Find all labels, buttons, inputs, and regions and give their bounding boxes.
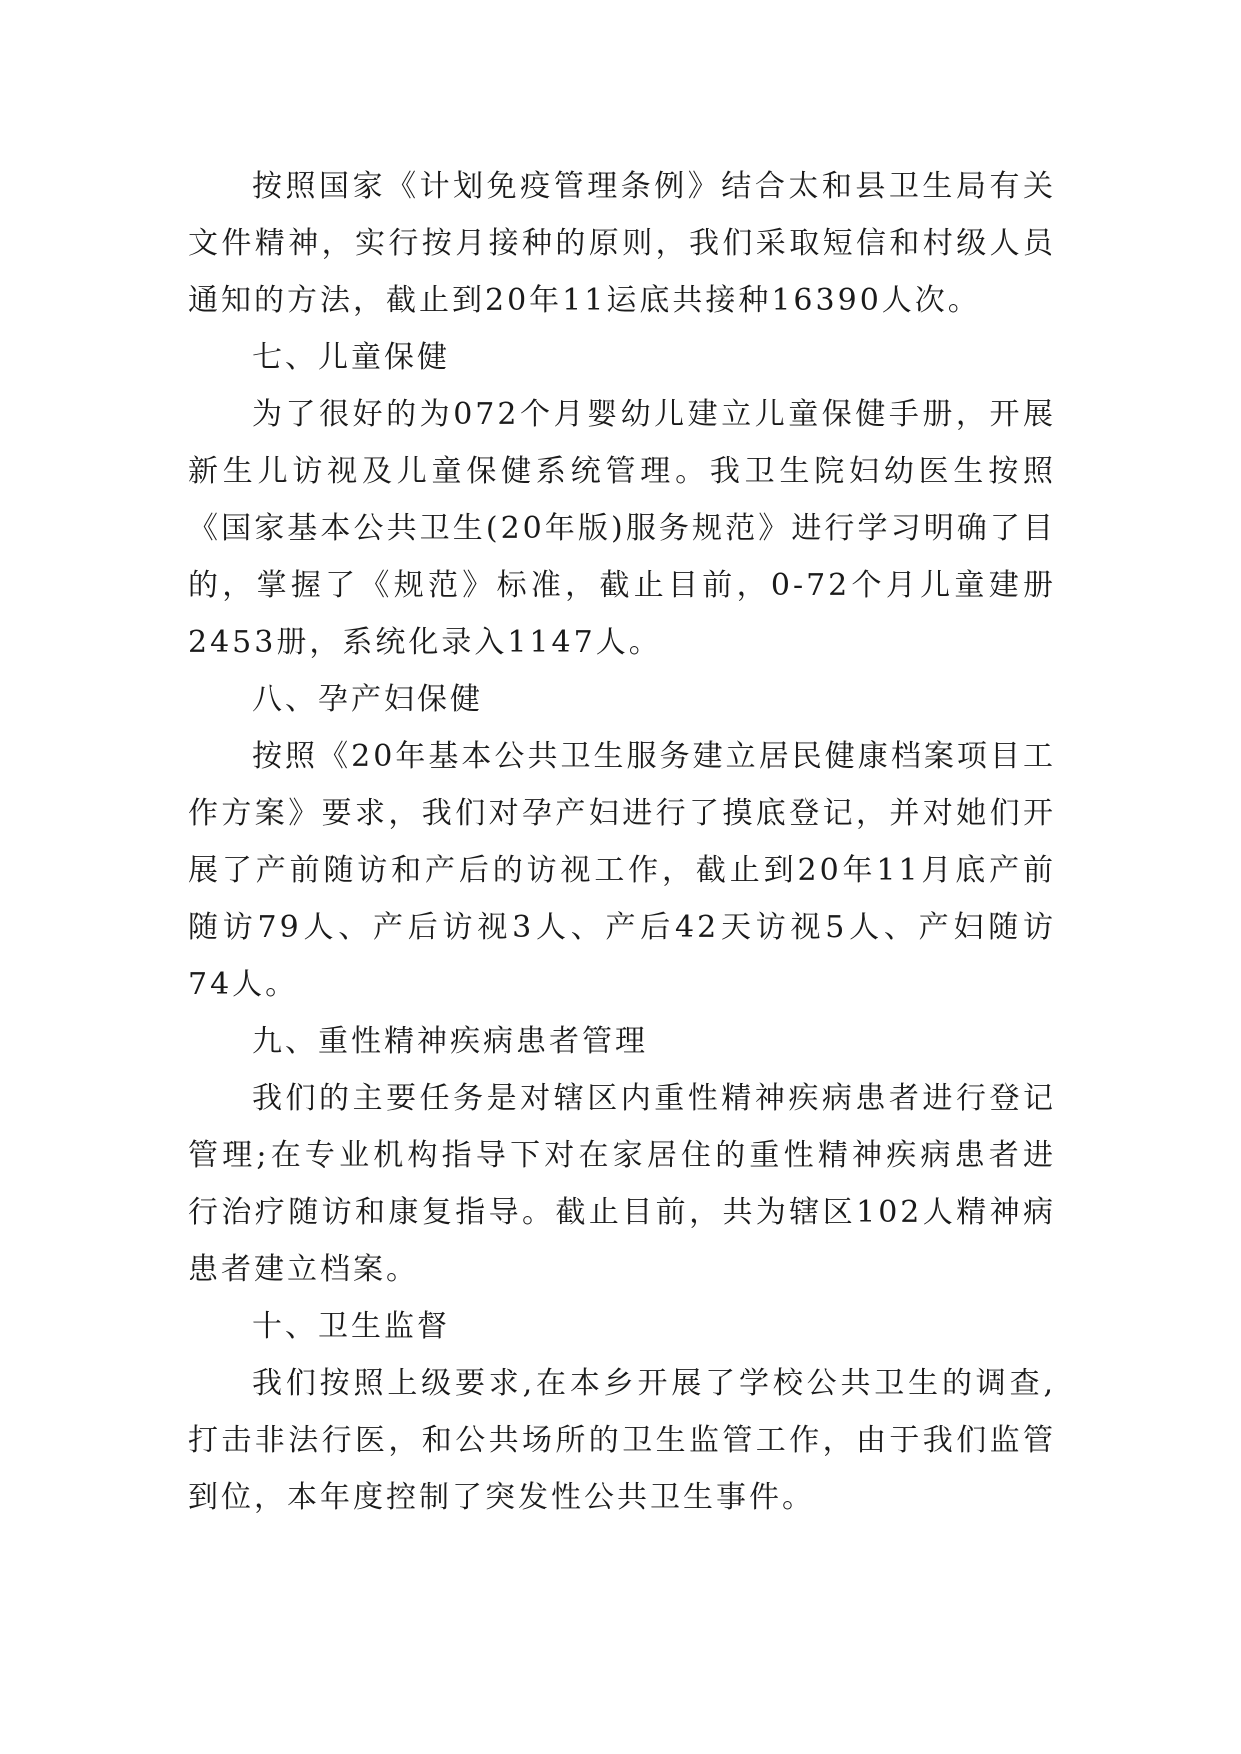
paragraph-health-supervision: 我们按照上级要求,在本乡开展了学校公共卫生的调查,打击非法行医，和公共场所的卫生监管工作，由于我们监管到位，本年度控制了突发性公共卫生事件。: [188, 1366, 1056, 1515]
paragraph-immunization: 按照国家《计划免疫管理条例》结合太和县卫生局有关文件精神，实行按月接种的原则，我们采取短信和村级人员通知的方法，截止到20年11运底共接种16390人次。: [188, 169, 1056, 318]
paragraph-mental-illness: 我们的主要任务是对辖区内重性精神疾病患者进行登记管理;在专业机构指导下对在家居住的重性精神疾病患者进行治疗随访和康复指导。截止目前，共为辖区102人精神病患者建立档案。: [188, 1081, 1056, 1287]
paragraph-child-health: 为了很好的为072个月婴幼儿建立儿童保健手册，开展新生儿访视及儿童保健系统管理。我卫生院妇幼医生按照《国家基本公共卫生(20年版)服务规范》进行学习明确了目的，掌握了《规范》标准，截止目前，0-72个月儿童建册2453册，系统化录入1147人。: [188, 397, 1056, 660]
heading-child-health: 七、儿童保健: [252, 340, 450, 375]
document-body: [188, 158, 1056, 1526]
heading-health-supervision: 十、卫生监督: [252, 1309, 450, 1344]
heading-maternal-health: 八、孕产妇保健: [252, 682, 483, 717]
paragraph-maternal-health: 按照《20年基本公共卫生服务建立居民健康档案项目工作方案》要求，我们对孕产妇进行了摸底登记，并对她们开展了产前随访和产后的访视工作，截止到20年11月底产前随访79人、产后访视3人、产后42天访视5人、产妇随访74人。: [188, 739, 1056, 1002]
heading-mental-illness: 九、重性精神疾病患者管理: [252, 1024, 648, 1059]
